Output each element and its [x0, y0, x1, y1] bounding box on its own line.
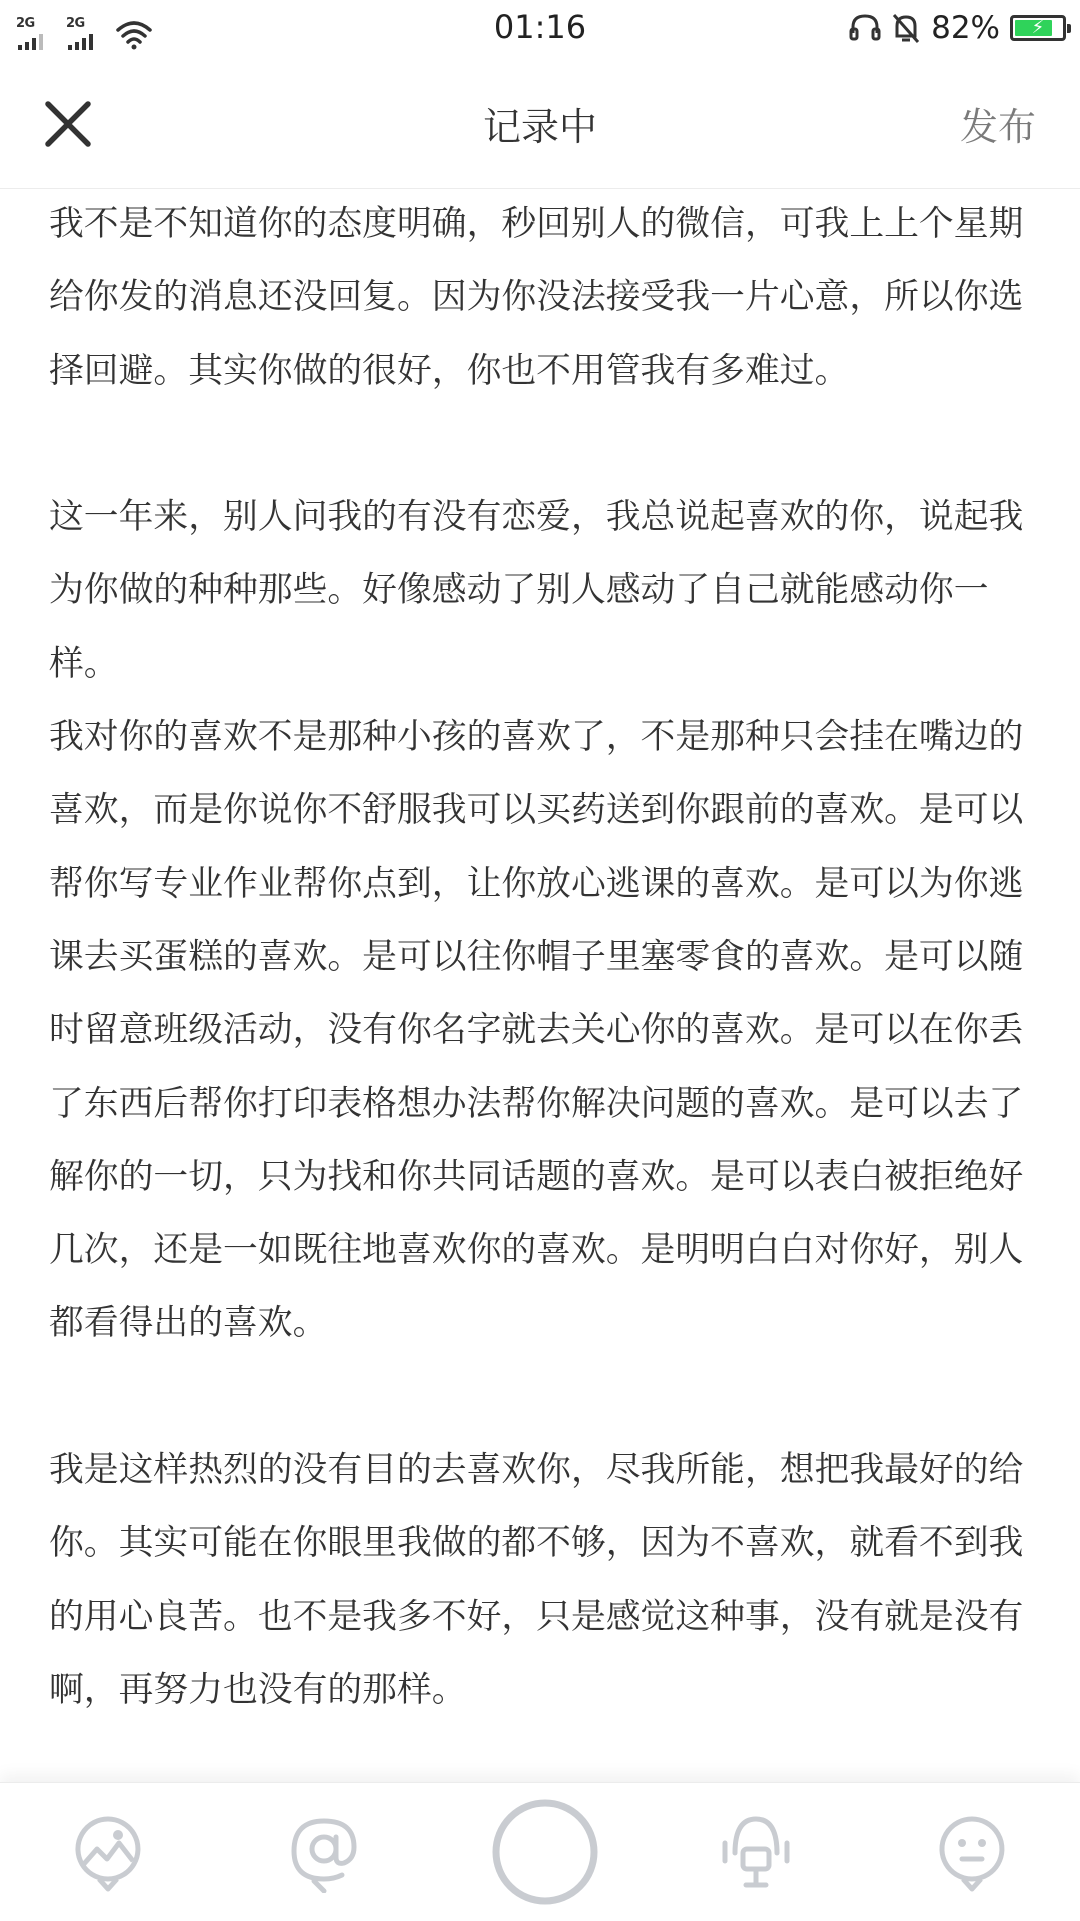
record-button[interactable]	[490, 1797, 600, 1907]
voice-icon	[719, 1811, 793, 1895]
paragraph-3: 我对你的喜欢不是那种小孩的喜欢了，不是那种只会挂在嘴边的喜欢，而是你说你不舒服我可以买药送到你跟前的喜欢。是可以帮你写专业作业帮你点到，让你放心逃课的喜欢。是可以为你逃课去买蛋糕的喜欢。是可以往你帽子里塞零食的喜欢。是可以随时留意班级活动，没有你名字就去关心你的喜欢。是可以在你丢了东西后帮你打印表格想办法帮你解决问题的喜欢。是可以去了解你的一切，只为找和你共同话题的喜欢。是可以表白被拒绝好几次，还是一如既往地喜欢你的喜欢。是明明白白对你好，别人都看得出的喜欢。	[49, 717, 1024, 1344]
bottom-toolbar	[0, 1782, 1080, 1921]
emoji-icon	[935, 1813, 1009, 1893]
paragraph-2: 这一年来，别人问我的有没有恋爱，我总说起喜欢的你，说起我为你做的种种那些。好像感动了别人感动了自己就能感动你一样。	[49, 497, 1024, 684]
emoji-button[interactable]	[922, 1803, 1022, 1903]
sim2-network-label: 2G	[66, 16, 85, 31]
mention-button[interactable]	[274, 1803, 374, 1903]
headset-icon	[849, 13, 881, 43]
post-editor-body[interactable]	[49, 188, 1034, 1758]
paragraph-4: 我是这样热烈的没有目的去喜欢你，尽我所能，想把我最好的给你。其实可能在你眼里我做的都不够，因为不喜欢，就看不到我的用心良苦。也不是我多不好，只是感觉这种事，没有就是没有啊，再努力也没有的那样。	[49, 1450, 1024, 1710]
mute-bell-icon	[891, 12, 921, 44]
top-nav-bar	[0, 58, 1080, 189]
image-button[interactable]	[58, 1803, 158, 1903]
status-right	[849, 8, 1066, 48]
charging-bolt-icon: ⚡	[1031, 17, 1045, 38]
publish-button[interactable]: 发布	[959, 105, 1036, 149]
paragraph-1: 我不是不知道你的态度明确，秒回别人的微信，可我上上个星期给你发的消息还没回复。因为你没法接受我一片心意，所以你选择回避。其实你做的很好，你也不用管我有多难过。	[49, 204, 1024, 391]
status-time: 01:16	[493, 8, 587, 46]
record-icon	[490, 1797, 600, 1907]
battery-percent: 82%	[931, 10, 1000, 46]
battery-icon	[1010, 15, 1066, 41]
page-title: 记录中	[482, 105, 597, 149]
mention-icon	[288, 1813, 360, 1893]
blank-line	[49, 1361, 1034, 1434]
image-icon	[71, 1813, 145, 1893]
voice-button[interactable]	[706, 1803, 806, 1903]
sim1-network-label: 2G	[16, 16, 35, 31]
status-bar	[0, 0, 1080, 58]
battery-cap	[1067, 24, 1071, 33]
blank-line	[49, 408, 1034, 481]
